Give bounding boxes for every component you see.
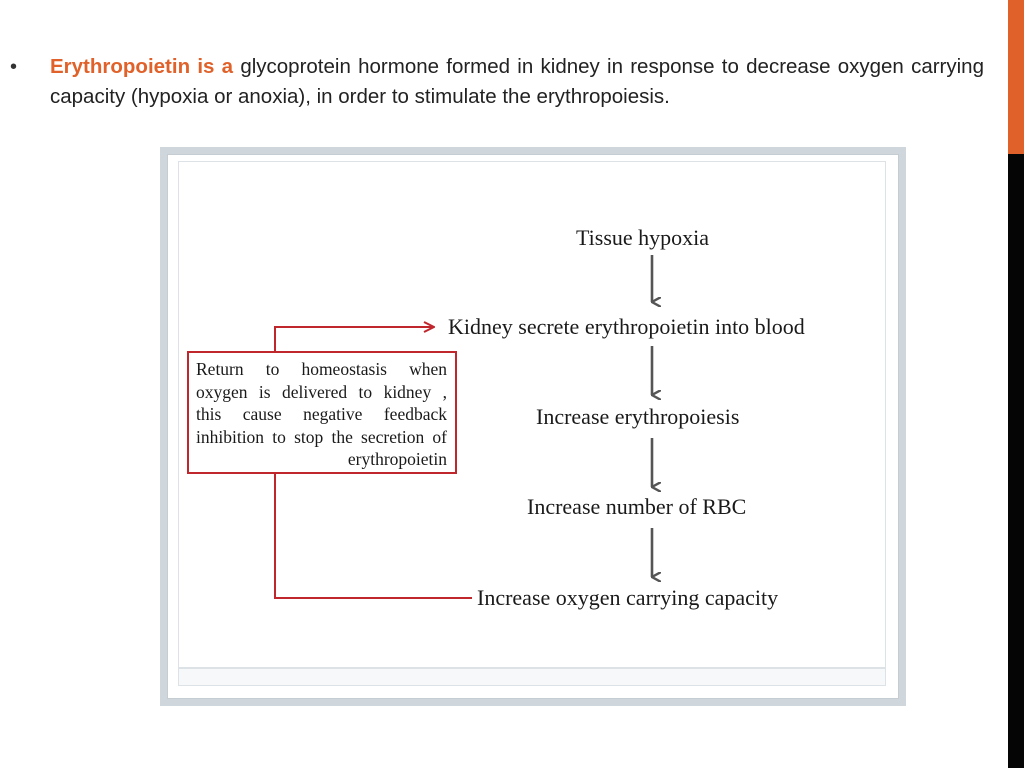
feedback-line-top <box>275 327 434 351</box>
bullet-body: glycoprotein hormone formed in kidney in response to decrease oxygen carrying capacity (hypoxia or anoxia), in order to stimulate the erythropoiesis. <box>50 55 984 108</box>
step-kidney-secrete: Kidney secrete erythropoietin into blood <box>448 314 805 339</box>
feedback-box <box>187 351 457 474</box>
step-increase-erythropoiesis: Increase erythropoiesis <box>536 404 740 429</box>
bullet-marker: • <box>10 56 18 78</box>
feedback-text: Return to homeostasis when oxygen is delivered to kidney , this cause negative feedback inhibition to stop the secretion of erythropoietin <box>196 359 447 469</box>
step-increase-rbc: Increase number of RBC <box>527 494 747 519</box>
feedback-line-bottom <box>275 474 472 598</box>
step-increase-oxygen: Increase oxygen carrying capacity <box>477 585 779 610</box>
bullet-highlight: Erythropoietin is a <box>50 55 234 78</box>
step-tissue-hypoxia: Tissue hypoxia <box>576 225 710 250</box>
